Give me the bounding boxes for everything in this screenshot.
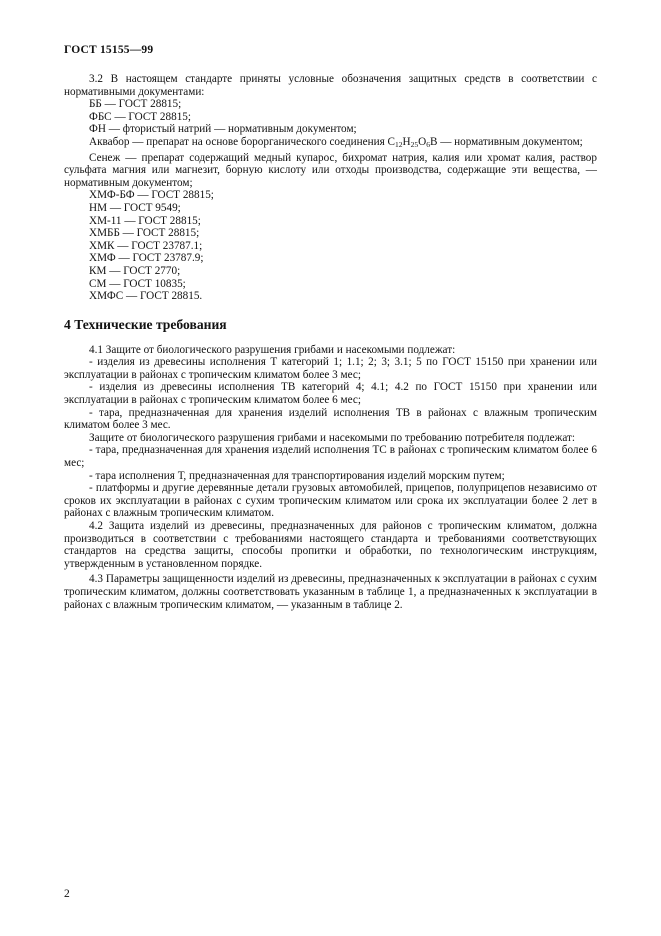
designation-item: ХМФС — ГОСТ 28815.: [89, 290, 203, 303]
document-header: ГОСТ 15155—99: [64, 44, 154, 56]
clause-4-3: 4.3 Параметры защищенности изделий из древесины, предназначенных к эксплуатации в районах с сухим тропическим климатом, должны соответствовать указанным в таблице 1, а предназначенных к эксплуатации в районах с влажным тропическим климатом, — указанным в таблице 2.: [64, 573, 597, 611]
requirement-item: - тара, предназначенная для хранения изделий исполнения ТС в районах с тропическим климатом более 6 мес;: [64, 444, 597, 470]
formula-element: O: [418, 135, 427, 148]
formula-subscript: 12: [395, 139, 403, 149]
designation-item: ХМ-11 — ГОСТ 28815;: [89, 214, 201, 227]
senezh-definition: Сенеж — препарат содержащий медный купарос, бихромат натрия, калия или хромат калия, раствор сульфата магния или магнезит, борную кислоту или отходы производства, содержащие эти вещества, — нормативным документом;: [64, 151, 597, 189]
clause-4-1-intro: 4.1 Защите от биологического разрушения грибами и насекомыми подлежат:: [89, 343, 456, 356]
requirement-item: - изделия из древесины исполнения Т категорий 1; 1.1; 2; 3; 3.1; 5 по ГОСТ 15150 при хранении или эксплуатации в районах с тропическим климатом более 3 мес;: [64, 356, 597, 381]
designation-item: ХМББ — ГОСТ 28815;: [89, 227, 200, 240]
designation-item: СМ — ГОСТ 10835;: [89, 277, 186, 290]
designation-item: ХМФ-БФ — ГОСТ 28815;: [89, 189, 214, 202]
designation-item: КМ — ГОСТ 2770;: [89, 264, 181, 277]
requirement-item: - изделия из древесины исполнения ТВ категорий 4; 4.1; 4.2 по ГОСТ 15150 при хранении или эксплуатации в районах с тропическим климатом более 6 мес;: [64, 381, 597, 407]
document-body: [64, 73, 597, 611]
aquabor-text-end: B — нормативным документом;: [429, 135, 583, 148]
designation-item: ХМФ — ГОСТ 23787.9;: [89, 252, 204, 265]
requirement-item: - платформы и другие деревянные детали грузовых автомобилей, прицепов, полуприцепов независимо от сроков их эксплуатации в районах с сухим тропическим климатом или срока их эксплуатации более 2 лет в районах с влажным тропическим климатом.: [64, 482, 597, 520]
clause-4-1-request: Защите от биологического разрушения грибами и насекомыми по требованию потребителя подлежат:: [89, 431, 576, 444]
requirement-item: - тара, предназначенная для хранения изделий исполнения ТВ в районах с влажным тропическим климатом более 3 мес.: [64, 406, 597, 432]
clause-4-2: 4.2 Защита изделий из древесины, предназначенных для районов с тропическим климатом, должна производиться в соответствии с требованиями настоящего стандарта и требованиями соответствующих стандартов на средства защиты, способы пропитки и обработки, по технологическим инструкциям, утвержденным в установленном порядке.: [64, 520, 597, 570]
formula-element: H: [402, 135, 411, 148]
aquabor-definition: [64, 136, 597, 149]
section-3-2-intro: 3.2 В настоящем стандарте приняты условные обозначения защитных средств в соответствии с нормативными документами:: [64, 73, 597, 98]
page-number: 2: [64, 888, 70, 900]
designation-item: ББ — ГОСТ 28815;: [89, 98, 182, 111]
formula-subscript: 25: [410, 139, 419, 149]
designation-item: ФН — фтористый натрий — нормативным документом;: [89, 123, 357, 136]
designation-item: ХМК — ГОСТ 23787.1;: [89, 239, 203, 252]
section-4-title: 4 Технические требования: [64, 316, 227, 332]
designation-item: НМ — ГОСТ 9549;: [89, 201, 181, 214]
requirement-item: - тара исполнения Т, предназначенная для транспортирования изделий морским путем;: [89, 469, 505, 482]
designation-item: ФБС — ГОСТ 28815;: [89, 110, 192, 123]
formula-subscript: 6: [426, 139, 430, 149]
aquabor-text-start: Аквабор — препарат на основе борорганического соединения C: [89, 135, 395, 148]
